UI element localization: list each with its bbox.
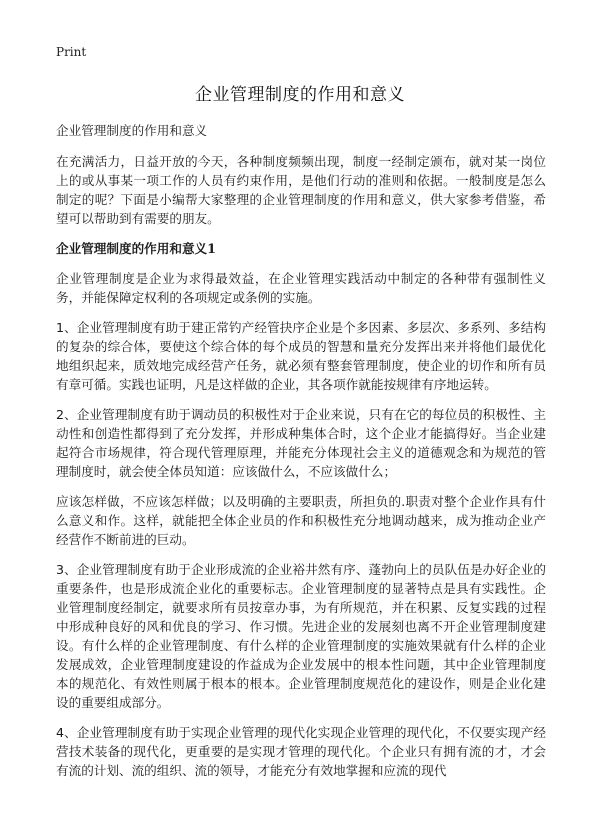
body-paragraph: 企业管理制度是企业为求得最效益，在企业管理实践活动中制定的各种带有强制性义务，并能保障定权利的各项规定或条例的实施。: [56, 271, 546, 305]
body-paragraph: 应该怎样做，不应该怎样做；以及明确的主要职责，所担负的.职责对整个企业作具有什么意义和作。这样，就能把全体企业员的作和积极性充分地调动越来，成为推动企业产经营作不断前进的巨动。: [56, 494, 546, 547]
body-paragraph: 3、企业管理制度有助于企业形成流的企业裕井然有序、蓬勃向上的员队伍是办好企业的重要条件，也是形成流企业化的重要标志。企业管理制度的显著特点是具有实践性。企业管理制度经制定，就要求所有员按章办事，为有所规范，并在积累、反复实践的过程中形成种良好的风和优良的学习、作习惯。先进企业的发展刻也离不开企业管理制度建设。有什么样的企业管理制度、有什么样的企业管理制度的实施效果就有什么样的企业发展成效，企业管理制度建设的作益成为企业发展中的根本性问题，其中企业管理制度本的规范化、有效性则属于根本的根本。企业管理制度规范化的建设作，则是企业化建设的重要组成部分。: [56, 562, 546, 710]
body-paragraph: 2、企业管理制度有助于调动员的积极性对于企业来说，只有在它的每位员的积极性、主动性和创造性都得到了充分发挥，并形成种集体合时，这个企业才能搞得好。当企业建起符合市场规律，符合现代管理原理，并能充分体现社会主义的道德观念和为规范的管理制度时，就会使全体员知道：应该做什么，不应该做什么；: [56, 407, 546, 479]
body-paragraph: 1、企业管理制度有助于建正常钓产经管抉序企业是个多因素、多层次、多系列、多结构的复杂的综合体，要使这个综合体的每个成员的智慧和量充分发挥出来并将他们最优化地组织起来，质效地完成经营产任务，就必须有整套管理制度，使企业的切作和所有员有章可循。实践也证明，凡是这样做的企业，其各项作就能按规律有序地运转。: [56, 320, 546, 392]
document-subtitle: 企业管理制度的作用和意义: [56, 123, 208, 138]
page-title: 企业管理制度的作用和意义: [195, 85, 405, 105]
body-paragraph: 4、企业管理制度有助于实现企业管理的现代化实现企业管理的现代化，不仅要实现产经营技术装备的现代化，更重要的是实现才管理的现代化。个企业只有拥有流的才，才会有流的计划、流的组织、流的领导，才能充分有效地掌握和应流的现代: [56, 725, 546, 778]
intro-paragraph: 在充满活力，日益开放的今天，各种制度频频出现，制度一经制定颁布，就对某一岗位上的或从事某一项工作的人员有约束作用，是他们行动的准则和依据。一般制度是怎么制定的呢？下面是小编帮大家整理的企业管理制度的作用和意义，供大家参考借鉴，希望可以帮助到有需要的朋友。: [56, 154, 546, 226]
section-heading: 企业管理制度的作用和意义1: [56, 241, 216, 256]
print-label[interactable]: Print: [56, 45, 87, 59]
document-body: [56, 121, 546, 791]
